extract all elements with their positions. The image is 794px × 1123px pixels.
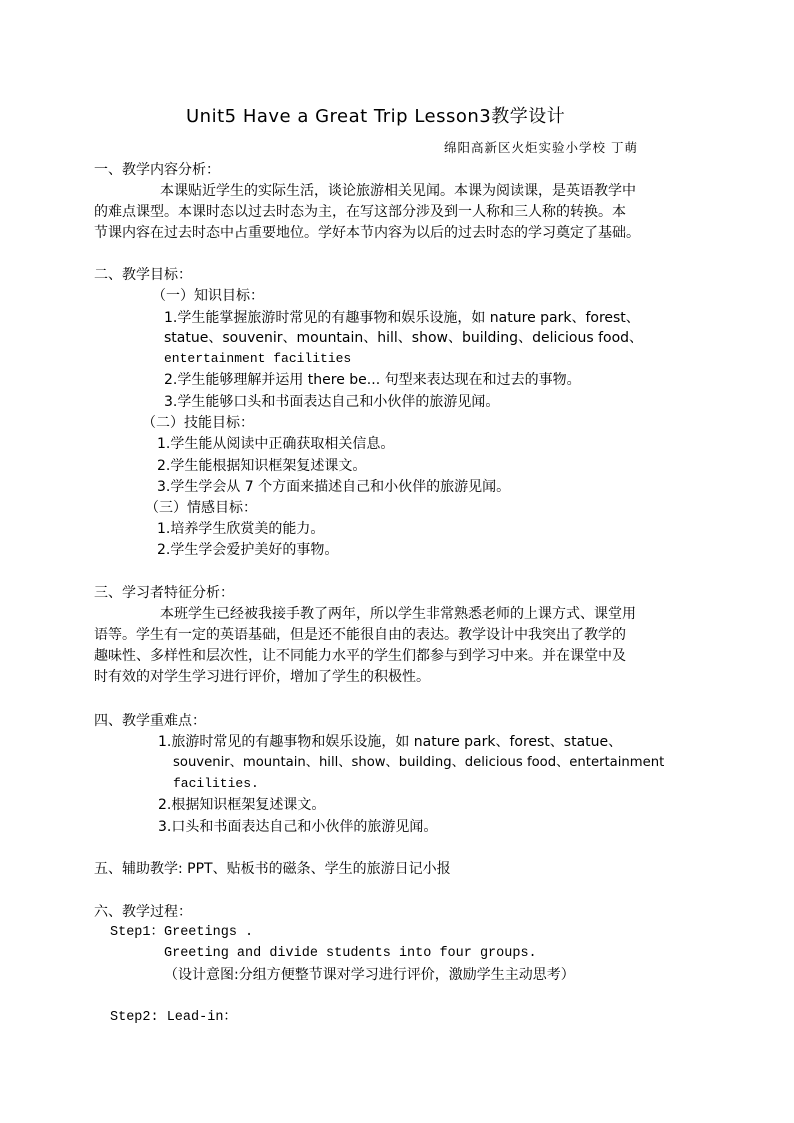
section-heading-6: 六、教学过程： bbox=[94, 904, 192, 920]
list-item: 3.学生学会从 7 个方面来描述自己和小伙伴的旅游见闻。 bbox=[157, 479, 511, 495]
list-item: 2.学生学会爱护美好的事物。 bbox=[157, 542, 339, 558]
list-item: 1.培养学生欣赏美的能力。 bbox=[157, 521, 325, 537]
list-item: 2.学生能根据知识框架复述课文。 bbox=[157, 458, 367, 474]
list-item-continued: facilities. bbox=[173, 776, 259, 791]
author-line: 绵阳高新区火炬实验小学校 丁萌 bbox=[444, 140, 638, 155]
section-heading-3: 三、学习者特征分析： bbox=[94, 585, 234, 601]
paragraph-line: 时有效的对学生学习进行评价，增加了学生的积极性。 bbox=[94, 669, 430, 685]
paragraph-line: 语等。学生有一定的英语基础，但是还不能很自由的表达。教学设计中我突出了教学的 bbox=[94, 627, 626, 643]
document-title: Unit5 Have a Great Trip Lesson3教学设计 bbox=[186, 106, 566, 127]
paragraph-line: 的难点课型。本课时态以过去时态为主，在写这部分涉及到一人称和三人称的转换。本 bbox=[94, 204, 626, 220]
design-intent-note: （设计意图:分组方便整节课对学习进行评价，激励学生主动思考） bbox=[164, 967, 575, 983]
list-item: 3.口头和书面表达自己和小伙伴的旅游见闻。 bbox=[158, 819, 438, 835]
list-item: 3.学生能够口头和书面表达自己和小伙伴的旅游见闻。 bbox=[164, 394, 500, 410]
step-text: Greeting and divide students into four groups. bbox=[164, 946, 537, 961]
list-item-continued: entertainment facilities bbox=[164, 351, 352, 366]
step-heading: Step1：Greetings . bbox=[110, 925, 254, 940]
list-item-continued: souvenir、mountain、hill、show、building、delicious food、entertainment bbox=[173, 755, 665, 770]
step-heading: Step2: Lead-in： bbox=[110, 1010, 237, 1025]
list-item: 2.学生能够理解并运用 there be... 句型来表达现在和过去的事物。 bbox=[164, 372, 581, 388]
section-heading-5: 五、辅助教学: PPT、贴板书的磁条、学生的旅游日记小报 bbox=[94, 861, 451, 877]
list-item: 1.学生能从阅读中正确获取相关信息。 bbox=[157, 436, 395, 452]
section-heading-1: 一、教学内容分析： bbox=[94, 162, 220, 178]
subheading-skills: （二）技能目标： bbox=[142, 415, 254, 431]
subheading-emotion: （三）情感目标： bbox=[145, 500, 257, 516]
section-heading-4: 四、教学重难点： bbox=[94, 713, 206, 729]
list-item: 1.旅游时常见的有趣事物和娱乐设施，如 nature park、forest、statue、 bbox=[158, 734, 623, 750]
list-item-continued: statue、souvenir、mountain、hill、show、building、delicious food、 bbox=[164, 330, 644, 346]
paragraph-line: 本班学生已经被我接手教了两年，所以学生非常熟悉老师的上课方式、课堂用 bbox=[160, 606, 636, 622]
paragraph-line: 节课内容在过去时态中占重要地位。学好本节内容为以后的过去时态的学习奠定了基础。 bbox=[94, 225, 640, 241]
list-item: 2.根据知识框架复述课文。 bbox=[158, 797, 326, 813]
section-heading-2: 二、教学目标： bbox=[94, 267, 192, 283]
paragraph-line: 趣味性、多样性和层次性，让不同能力水平的学生们都参与到学习中来。并在课堂中及 bbox=[94, 648, 626, 664]
list-item: 1.学生能掌握旅游时常见的有趣事物和娱乐设施，如 nature park、forest、 bbox=[164, 310, 640, 326]
subheading-knowledge: （一）知识目标： bbox=[152, 288, 264, 304]
paragraph-line: 本课贴近学生的实际生活，谈论旅游相关见闻。本课为阅读课，是英语教学中 bbox=[160, 183, 636, 199]
